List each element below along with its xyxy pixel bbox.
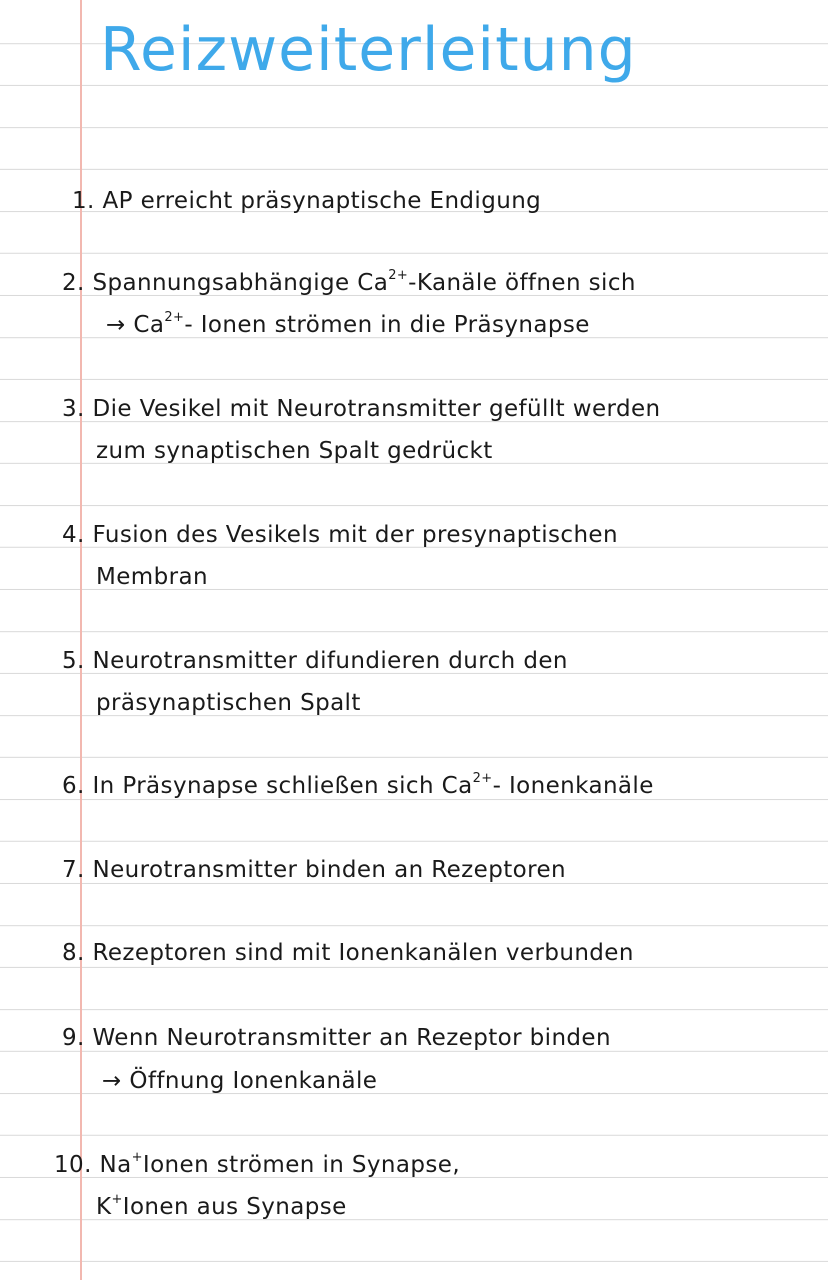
step-4-line-2 — [0, 562, 828, 592]
step-text: K+Ionen aus Synapse — [96, 1192, 347, 1220]
step-number: 5. — [62, 648, 85, 674]
step-number: 9. — [62, 1025, 85, 1051]
step-6 — [0, 771, 828, 801]
step-number: 7. — [62, 857, 85, 883]
step-text: Fusion des Vesikels mit der presynaptischen — [92, 522, 618, 548]
step-text: In Präsynapse schließen sich $Ca^{2+}-$ Ionenkanäle — [92, 771, 654, 799]
step-text: Neurotransmitter binden an Rezeptoren — [92, 857, 566, 883]
step-text: zum synaptischen Spalt gedrückt — [96, 438, 493, 464]
step-number: 6. — [62, 773, 85, 799]
step-2 — [0, 268, 828, 298]
step-5-line-2 — [0, 688, 828, 718]
step-number: 3. — [62, 396, 85, 422]
step-text: Die Vesikel mit Neurotransmitter gefüllt werden — [92, 396, 661, 422]
step-10-line-2 — [0, 1192, 828, 1222]
page-title: Reizweiterleitung — [100, 15, 637, 85]
step-text: → Öffnung Ionenkanäle — [102, 1068, 378, 1094]
step-text: präsynaptischen Spalt — [96, 690, 361, 716]
step-1 — [0, 186, 828, 216]
step-text: Neurotransmitter difundieren durch den — [92, 648, 568, 674]
step-number: 4. — [62, 522, 85, 548]
step-text: Na+Ionen strömen in Synapse, — [99, 1150, 461, 1178]
step-8 — [0, 938, 828, 968]
step-text: Membran — [96, 564, 208, 590]
step-4 — [0, 520, 828, 550]
step-number: 10. — [54, 1152, 92, 1178]
step-10 — [0, 1150, 828, 1180]
step-3-line-2 — [0, 436, 828, 466]
step-7 — [0, 855, 828, 885]
step-5 — [0, 646, 828, 676]
step-9-line-2 — [0, 1066, 828, 1096]
step-2-line-2 — [0, 310, 828, 340]
step-3 — [0, 394, 828, 424]
step-text: Spannungsabhängige $Ca^{2+}$-Kanäle öffnen sich — [92, 268, 636, 296]
step-number: 2. — [62, 270, 85, 296]
step-text: AP erreicht präsynaptische Endigung — [102, 188, 542, 214]
step-9 — [0, 1023, 828, 1053]
step-text: Wenn Neurotransmitter an Rezeptor binden — [92, 1025, 611, 1051]
step-number: 8. — [62, 940, 85, 966]
step-number: 1. — [72, 188, 95, 214]
step-text: → $Ca^{2+}-$ Ionen strömen in die Präsynapse — [106, 310, 590, 338]
step-text: Rezeptoren sind mit Ionenkanälen verbunden — [92, 940, 634, 966]
